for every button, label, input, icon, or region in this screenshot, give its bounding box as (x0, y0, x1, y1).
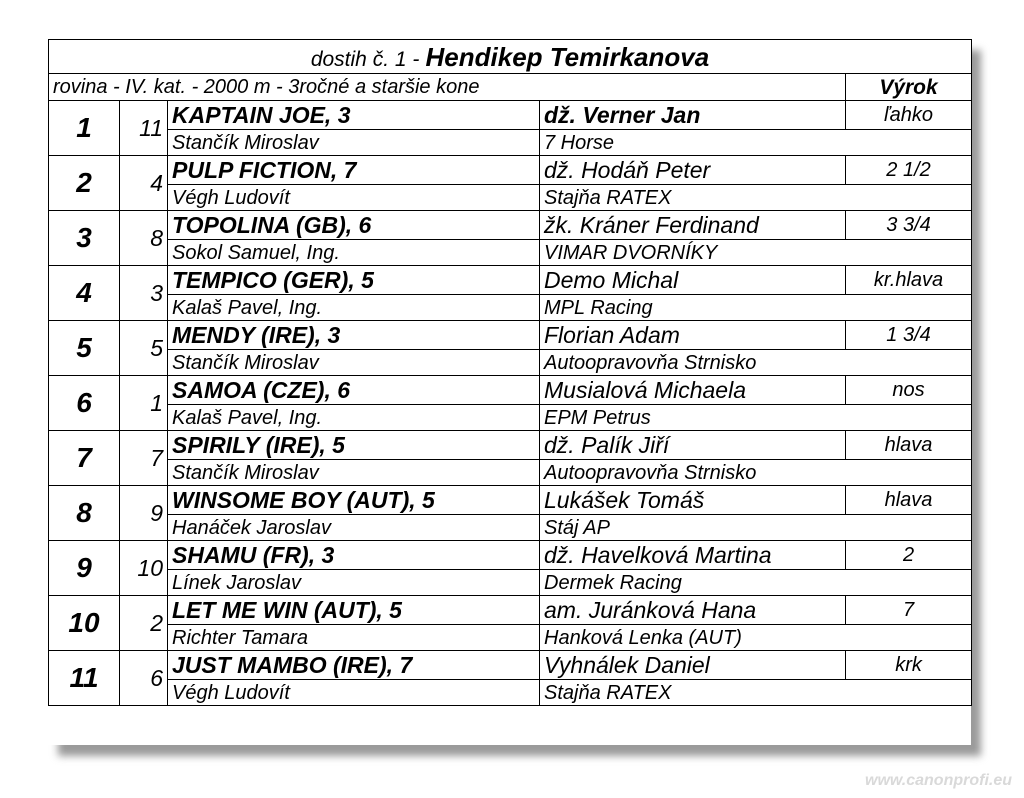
trainer-name: Stančík Miroslav (168, 350, 540, 376)
trainer-name: Sokol Samuel, Ing. (168, 240, 540, 266)
trainer-name: Stančík Miroslav (168, 460, 540, 486)
jockey-name: žk. Kráner Ferdinand (540, 211, 846, 240)
horse-name: KAPTAIN JOE, 3 (168, 101, 540, 130)
race-number-label: dostih č. 1 - (310, 47, 420, 71)
finish-position: 8 (49, 486, 120, 541)
result-row (49, 211, 972, 240)
finish-position: 4 (49, 266, 120, 321)
finish-position: 6 (49, 376, 120, 431)
result-subrow (49, 240, 972, 266)
horse-name: SPIRILY (IRE), 5 (168, 431, 540, 460)
result-row (49, 376, 972, 405)
race-title-row (49, 40, 972, 74)
trainer-name: Stančík Miroslav (168, 130, 540, 156)
result-row (49, 156, 972, 185)
finish-position: 2 (49, 156, 120, 211)
result-row (49, 486, 972, 515)
start-number: 8 (120, 211, 168, 266)
start-number: 5 (120, 321, 168, 376)
finish-position: 3 (49, 211, 120, 266)
jockey-name: Musialová Michaela (540, 376, 846, 405)
finish-position: 11 (49, 651, 120, 706)
trainer-name: Línek Jaroslav (168, 570, 540, 596)
result-subrow (49, 295, 972, 321)
horse-name: SHAMU (FR), 3 (168, 541, 540, 570)
trainer-name: Végh Ludovít (168, 680, 540, 706)
jockey-name: dž. Verner Jan (540, 101, 846, 130)
horse-name: TOPOLINA (GB), 6 (168, 211, 540, 240)
result-row (49, 431, 972, 460)
jockey-name: am. Juránková Hana (540, 596, 846, 625)
winning-distance: 2 1/2 (846, 156, 972, 185)
trainer-name: Hanáček Jaroslav (168, 515, 540, 541)
trainer-name: Richter Tamara (168, 625, 540, 651)
owner-name: MPL Racing (540, 295, 972, 321)
race-results-table (48, 39, 972, 706)
horse-name: SAMOA (CZE), 6 (168, 376, 540, 405)
trainer-name: Végh Ludovít (168, 185, 540, 211)
jockey-name: dž. Palík Jiří (540, 431, 846, 460)
start-number: 11 (120, 101, 168, 156)
horse-name: TEMPICO (GER), 5 (168, 266, 540, 295)
result-row (49, 651, 972, 680)
horse-name: WINSOME BOY (AUT), 5 (168, 486, 540, 515)
winning-distance: nos (846, 376, 972, 405)
race-name: Hendikep Temirkanova (425, 41, 710, 72)
start-number: 6 (120, 651, 168, 706)
result-subrow (49, 185, 972, 211)
jockey-name: dž. Hodáň Peter (540, 156, 846, 185)
start-number: 2 (120, 596, 168, 651)
horse-name: PULP FICTION, 7 (168, 156, 540, 185)
start-number: 3 (120, 266, 168, 321)
result-subrow (49, 405, 972, 431)
jockey-name: Demo Michal (540, 266, 846, 295)
finish-position: 7 (49, 431, 120, 486)
owner-name: Autoopravovňa Strnisko (540, 350, 972, 376)
watermark: www.canonprofi.eu (865, 772, 1012, 789)
owner-name: Stajňa RATEX (540, 185, 972, 211)
result-row (49, 266, 972, 295)
winning-distance: hlava (846, 431, 972, 460)
owner-name: EPM Petrus (540, 405, 972, 431)
result-row (49, 596, 972, 625)
winning-distance: kr.hlava (846, 266, 972, 295)
finish-position: 1 (49, 101, 120, 156)
race-title (49, 40, 972, 74)
winning-distance: ľahko (846, 101, 972, 130)
winning-distance: krk (846, 651, 972, 680)
race-conditions-row (49, 74, 972, 101)
jockey-name: Vyhnálek Daniel (540, 651, 846, 680)
jockey-name: Lukášek Tomáš (540, 486, 846, 515)
trainer-name: Kalaš Pavel, Ing. (168, 295, 540, 321)
winning-distance: 7 (846, 596, 972, 625)
result-subrow (49, 130, 972, 156)
winning-distance: 1 3/4 (846, 321, 972, 350)
owner-name: VIMAR DVORNÍKY (540, 240, 972, 266)
start-number: 10 (120, 541, 168, 596)
winning-distance: 3 3/4 (846, 211, 972, 240)
horse-name: MENDY (IRE), 3 (168, 321, 540, 350)
owner-name: Hanková Lenka (AUT) (540, 625, 972, 651)
jockey-name: dž. Havelková Martina (540, 541, 846, 570)
result-row (49, 101, 972, 130)
start-number: 7 (120, 431, 168, 486)
result-row (49, 321, 972, 350)
result-subrow (49, 570, 972, 596)
race-conditions: rovina - IV. kat. - 2000 m - 3ročné a staršie kone (49, 74, 846, 101)
finish-position: 10 (49, 596, 120, 651)
start-number: 1 (120, 376, 168, 431)
winning-distance: hlava (846, 486, 972, 515)
start-number: 9 (120, 486, 168, 541)
result-subrow (49, 680, 972, 706)
owner-name: 7 Horse (540, 130, 972, 156)
result-column-header: Výrok (846, 74, 972, 101)
winning-distance: 2 (846, 541, 972, 570)
owner-name: Stajňa RATEX (540, 680, 972, 706)
result-subrow (49, 350, 972, 376)
result-subrow (49, 460, 972, 486)
owner-name: Dermek Racing (540, 570, 972, 596)
start-number: 4 (120, 156, 168, 211)
result-subrow (49, 625, 972, 651)
result-row (49, 541, 972, 570)
trainer-name: Kalaš Pavel, Ing. (168, 405, 540, 431)
finish-position: 5 (49, 321, 120, 376)
owner-name: Stáj AP (540, 515, 972, 541)
jockey-name: Florian Adam (540, 321, 846, 350)
owner-name: Autoopravovňa Strnisko (540, 460, 972, 486)
horse-name: LET ME WIN (AUT), 5 (168, 596, 540, 625)
finish-position: 9 (49, 541, 120, 596)
result-subrow (49, 515, 972, 541)
horse-name: JUST MAMBO (IRE), 7 (168, 651, 540, 680)
